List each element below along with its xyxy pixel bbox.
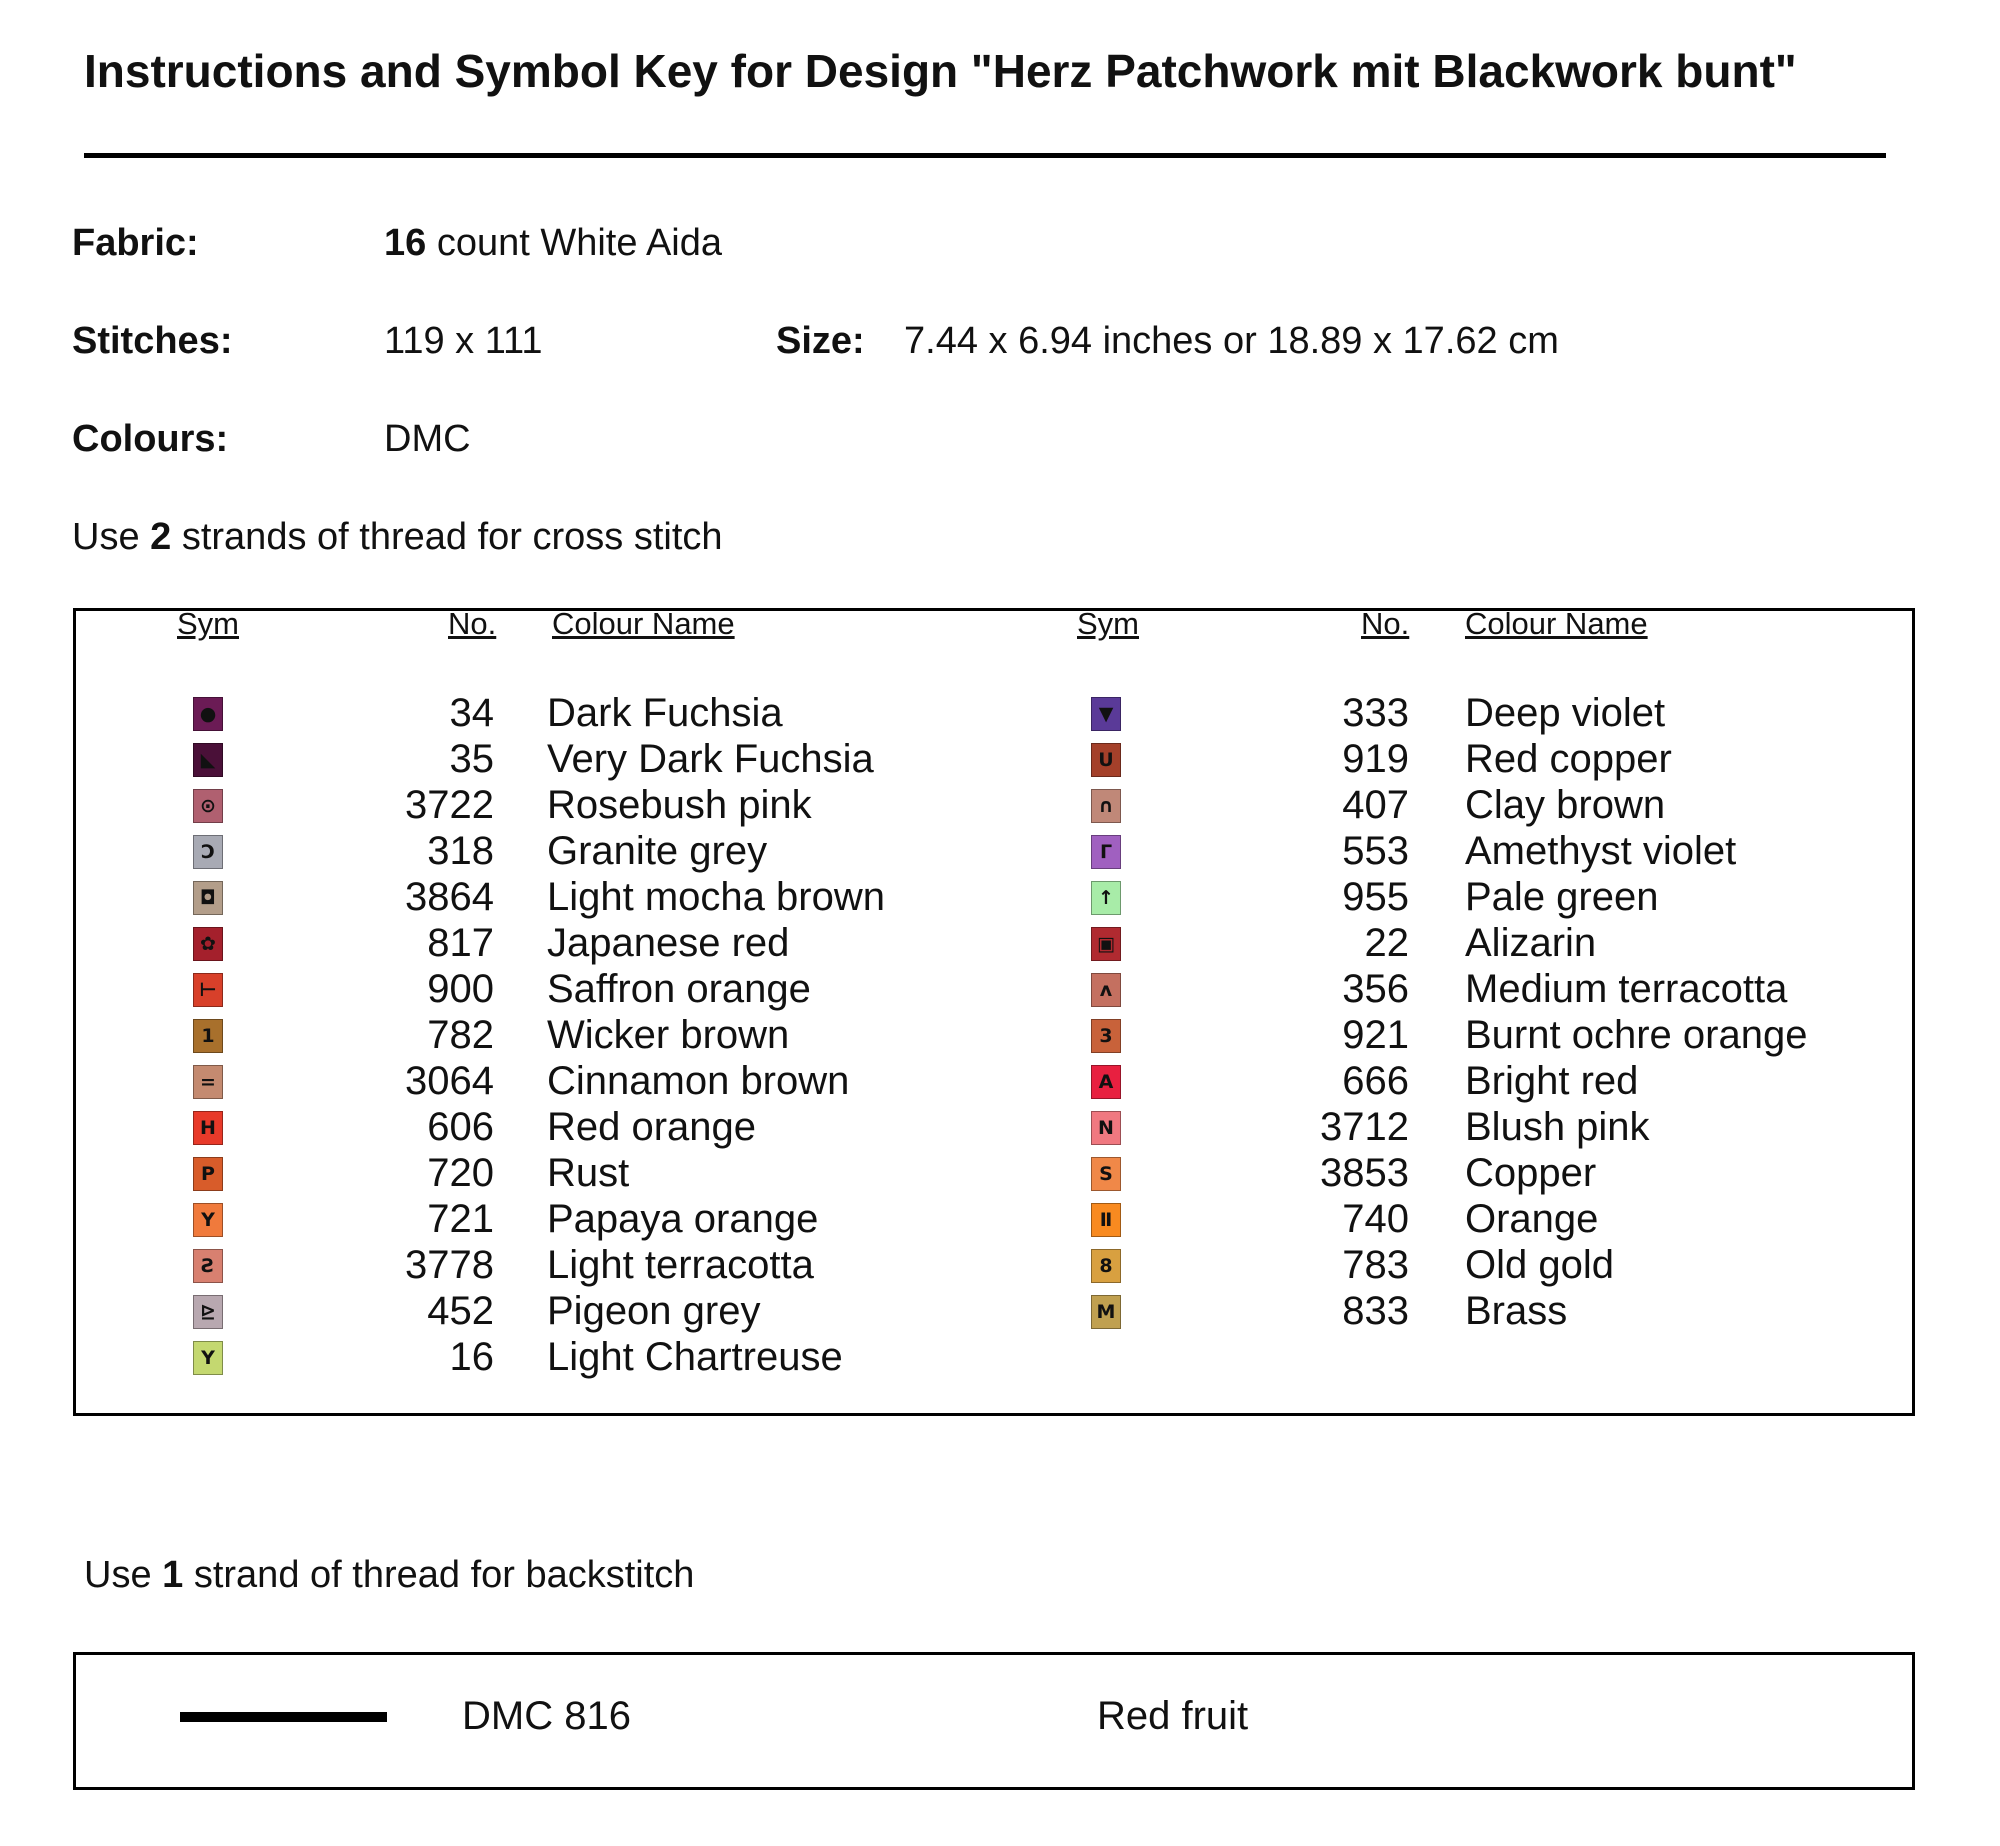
thread-number: 35 — [449, 737, 494, 781]
size-value: 7.44 x 6.94 inches or 18.89 x 17.62 cm — [904, 320, 1559, 362]
colour-name: Pigeon grey — [547, 1289, 761, 1333]
colour-name: Brass — [1465, 1289, 1568, 1333]
colour-name: Light terracotta — [547, 1243, 814, 1287]
thread-number: 900 — [427, 967, 494, 1011]
symbol-swatch: 1 — [193, 1019, 223, 1053]
symbol-swatch: ▣ — [1091, 927, 1121, 961]
symbol-swatch: ● — [193, 697, 223, 731]
symbol-swatch: ◣ — [193, 743, 223, 777]
thread-number: 3064 — [405, 1059, 494, 1103]
fabric-description: count White Aida — [426, 222, 723, 264]
symbol-swatch: Ⅱ — [1091, 1203, 1121, 1237]
colour-name: Wicker brown — [547, 1013, 790, 1057]
thread-number: 3722 — [405, 783, 494, 827]
thread-number: 3778 — [405, 1243, 494, 1287]
thread-number: 3853 — [1320, 1151, 1409, 1195]
backstitch-instruction: Use 1 strand of thread for backstitch — [84, 1554, 695, 1596]
symbol-swatch: 3 — [1091, 1019, 1121, 1053]
colour-name: Clay brown — [1465, 783, 1666, 827]
cross-stitch-instruction: Use 2 strands of thread for cross stitch — [72, 516, 723, 558]
fabric-value — [384, 222, 722, 265]
right-name-header: Colour Name — [1465, 606, 1648, 641]
symbol-swatch: N — [1091, 1111, 1121, 1145]
symbol-swatch: H — [193, 1111, 223, 1145]
symbol-swatch: ʌ — [1091, 973, 1121, 1007]
page-title: Instructions and Symbol Key for Design "Herz Patchwork mit Blackwork bunt" — [84, 45, 1797, 97]
symbol-swatch: 8 — [1091, 1249, 1121, 1283]
thread-number: 34 — [449, 691, 494, 735]
left-no-header: No. — [448, 606, 497, 641]
symbol-swatch: Γ — [1091, 835, 1121, 869]
thread-number: 452 — [427, 1289, 494, 1333]
thread-number: 783 — [1342, 1243, 1409, 1287]
cross-strand-count: 2 — [150, 516, 172, 558]
colour-name: Old gold — [1465, 1243, 1614, 1287]
thread-number: 921 — [1342, 1013, 1409, 1057]
colour-name: Very Dark Fuchsia — [547, 737, 874, 781]
colour-name: Saffron orange — [547, 967, 811, 1011]
thread-number: 955 — [1342, 875, 1409, 919]
stitches-value: 119 x 111 — [384, 320, 543, 362]
symbol-swatch: M — [1091, 1295, 1121, 1329]
title-divider — [84, 153, 1886, 158]
thread-number: 720 — [427, 1151, 494, 1195]
thread-number: 22 — [1364, 921, 1409, 965]
colour-name: Alizarin — [1465, 921, 1597, 965]
fabric-count: 16 — [384, 222, 427, 264]
colour-name: Light Chartreuse — [547, 1335, 843, 1379]
colours-value: DMC — [384, 418, 471, 460]
thread-number: 333 — [1342, 691, 1409, 735]
stitches-label: Stitches: — [72, 320, 233, 362]
colour-name: Amethyst violet — [1465, 829, 1737, 873]
thread-number: 833 — [1342, 1289, 1409, 1333]
backstitch-strand-count: 1 — [162, 1554, 184, 1596]
colour-name: Rosebush pink — [547, 783, 812, 827]
colour-name: Copper — [1465, 1151, 1597, 1195]
symbol-swatch: Y — [193, 1341, 223, 1375]
colour-name: Orange — [1465, 1197, 1599, 1241]
colours-label: Colours: — [72, 418, 229, 460]
thread-number: 356 — [1342, 967, 1409, 1011]
colour-name: Rust — [547, 1151, 630, 1195]
symbol-swatch: A — [1091, 1065, 1121, 1099]
right-no-header: No. — [1361, 606, 1410, 641]
symbol-swatch: Ɔ — [193, 835, 223, 869]
right-sym-header: Sym — [1077, 606, 1139, 641]
colour-name: Granite grey — [547, 829, 768, 873]
thread-number: 407 — [1342, 783, 1409, 827]
colour-name: Bright red — [1465, 1059, 1639, 1103]
symbol-swatch: P — [193, 1157, 223, 1191]
colour-name: Papaya orange — [547, 1197, 819, 1241]
thread-number: 782 — [427, 1013, 494, 1057]
symbol-swatch: Ƨ — [193, 1249, 223, 1283]
colour-name: Cinnamon brown — [547, 1059, 850, 1103]
thread-number: 3712 — [1320, 1105, 1409, 1149]
colour-name: Medium terracotta — [1465, 967, 1788, 1011]
size-label: Size: — [776, 320, 865, 362]
symbol-swatch: ⊢ — [193, 973, 223, 1007]
thread-number: 553 — [1342, 829, 1409, 873]
backstitch-colour-name: Red fruit — [1097, 1694, 1249, 1738]
symbol-swatch: ◘ — [193, 881, 223, 915]
thread-number: 919 — [1342, 737, 1409, 781]
colour-name: Dark Fuchsia — [547, 691, 783, 735]
symbol-swatch: U — [1091, 743, 1121, 777]
left-sym-header: Sym — [177, 606, 239, 641]
backstitch-line-sample — [180, 1712, 387, 1722]
thread-number: 817 — [427, 921, 494, 965]
colour-name: Red orange — [547, 1105, 757, 1149]
symbol-swatch: Y — [193, 1203, 223, 1237]
colour-name: Pale green — [1465, 875, 1659, 919]
symbol-swatch: S — [1091, 1157, 1121, 1191]
thread-number: 16 — [449, 1335, 494, 1379]
thread-number: 318 — [427, 829, 494, 873]
symbol-swatch: ▼ — [1091, 697, 1121, 731]
thread-number: 606 — [427, 1105, 494, 1149]
symbol-swatch: ⊙ — [193, 789, 223, 823]
left-name-header: Colour Name — [552, 606, 735, 641]
colour-name: Burnt ochre orange — [1465, 1013, 1808, 1057]
thread-number: 721 — [427, 1197, 494, 1241]
colour-name: Deep violet — [1465, 691, 1666, 735]
colour-name: Light mocha brown — [547, 875, 885, 919]
fabric-label: Fabric: — [72, 222, 199, 264]
thread-number: 3864 — [405, 875, 494, 919]
backstitch-thread-code: DMC 816 — [462, 1694, 631, 1738]
symbol-swatch: ⊵ — [193, 1295, 223, 1329]
colour-name: Japanese red — [547, 921, 790, 965]
symbol-swatch: = — [193, 1065, 223, 1099]
symbol-swatch: ✿ — [193, 927, 223, 961]
colour-name: Blush pink — [1465, 1105, 1650, 1149]
colour-name: Red copper — [1465, 737, 1672, 781]
symbol-swatch: ↑ — [1091, 881, 1121, 915]
thread-number: 666 — [1342, 1059, 1409, 1103]
thread-number: 740 — [1342, 1197, 1409, 1241]
symbol-swatch: ∩ — [1091, 789, 1121, 823]
